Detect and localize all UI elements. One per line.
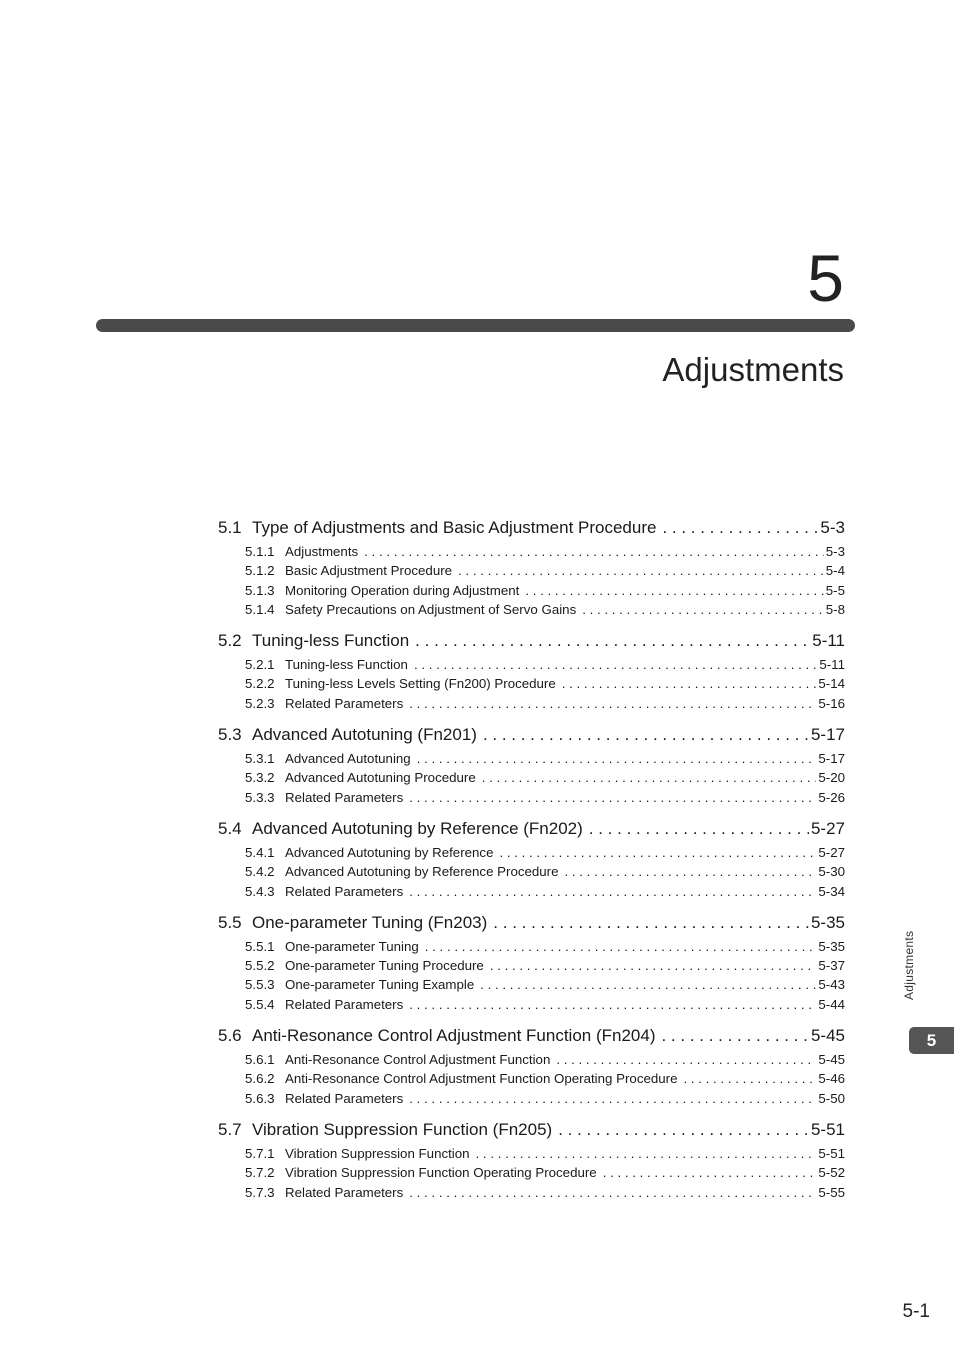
toc-subsection-entry[interactable] — [218, 655, 845, 674]
toc-section — [218, 721, 845, 807]
chapter-side-tab[interactable]: 5 — [909, 1027, 954, 1054]
toc-entry-number: 5.4.3 — [245, 883, 275, 899]
toc-entry-page: 5-16 — [818, 695, 845, 711]
toc-entry-title: Related Parameters — [285, 996, 404, 1012]
toc-entry-number: 5.7.2 — [245, 1165, 275, 1181]
toc-subsection-entry[interactable] — [218, 694, 845, 713]
toc-entry-title: Adjustments — [285, 544, 359, 559]
chapter-divider-bar — [96, 319, 855, 332]
toc-entry-page: 5-8 — [825, 601, 845, 617]
toc-entry-title: Tuning-less Levels Setting (Fn200) Procedure — [285, 676, 556, 692]
toc-entry-number: 5.5.2 — [245, 958, 275, 974]
toc-entry-number: 5.7.3 — [245, 1184, 275, 1200]
toc-entry-title: Tuning-less Function — [252, 631, 410, 651]
toc-entry-page: 5-37 — [818, 958, 845, 974]
toc-subsection-entry[interactable] — [218, 542, 845, 561]
toc-dot-leader — [409, 694, 816, 713]
toc-entry-number: 5.4 — [218, 818, 242, 838]
toc-dot-leader — [483, 721, 809, 749]
toc-entry-number: 5.3 — [218, 725, 242, 745]
toc-entry-title: Basic Adjustment Procedure — [285, 563, 453, 579]
toc-dot-leader — [499, 843, 816, 862]
table-of-contents — [218, 514, 845, 1210]
toc-dot-leader — [525, 581, 823, 600]
toc-entry-title: Vibration Suppression Function (Fn205) — [252, 1119, 553, 1139]
toc-entry-title: One-parameter Tuning (Fn203) — [252, 912, 488, 932]
toc-dot-leader — [415, 627, 810, 655]
toc-dot-leader — [476, 1144, 817, 1163]
toc-entry-page: 5-46 — [818, 1071, 845, 1087]
toc-entry-number: 5.5 — [218, 912, 242, 932]
toc-entry-number: 5.1.2 — [245, 563, 275, 579]
toc-entry-number: 5.1.1 — [245, 544, 275, 559]
toc-section-entry[interactable] — [218, 815, 845, 843]
toc-entry-number: 5.1.4 — [245, 601, 275, 617]
toc-entry-page: 5-11 — [812, 631, 845, 651]
toc-entry-number: 5.6 — [218, 1026, 242, 1046]
toc-subsection-entry[interactable] — [218, 581, 845, 600]
toc-subsection-entry[interactable] — [218, 788, 845, 807]
toc-entry-title: Vibration Suppression Function Operating Procedure — [285, 1165, 597, 1181]
toc-dot-leader — [558, 1116, 809, 1144]
toc-section — [218, 909, 845, 1014]
toc-entry-page: 5-50 — [818, 1090, 845, 1106]
toc-entry-title: One-parameter Tuning — [285, 938, 419, 954]
toc-entry-page: 5-51 — [818, 1145, 845, 1161]
toc-entry-number: 5.7.1 — [245, 1145, 275, 1161]
toc-entry-title: One-parameter Tuning Example — [285, 977, 475, 993]
toc-entry-page: 5-44 — [818, 996, 845, 1012]
toc-dot-leader — [458, 561, 824, 580]
toc-entry-page: 5-35 — [810, 912, 845, 932]
toc-entry-page: 5-17 — [818, 751, 845, 767]
toc-dot-leader — [556, 1050, 816, 1069]
toc-entry-title: Tuning-less Function — [285, 657, 408, 673]
toc-entry-title: Advanced Autotuning Procedure — [285, 770, 476, 786]
toc-entry-page: 5-27 — [810, 818, 845, 838]
toc-subsection-entry[interactable] — [218, 749, 845, 768]
toc-dot-leader — [582, 600, 824, 619]
toc-section-entry[interactable] — [218, 627, 845, 655]
toc-dot-leader — [409, 1089, 816, 1108]
toc-entry-page: 5-20 — [818, 770, 845, 786]
toc-entry-title: Vibration Suppression Function — [285, 1145, 470, 1161]
toc-entry-page: 5-30 — [818, 864, 845, 880]
toc-entry-title: Advanced Autotuning by Reference (Fn202) — [252, 818, 583, 838]
toc-entry-page: 5-52 — [818, 1165, 845, 1181]
toc-entry-title: Related Parameters — [285, 883, 404, 899]
toc-entry-page: 5-27 — [818, 844, 845, 860]
toc-section-entry[interactable] — [218, 909, 845, 937]
toc-dot-leader — [480, 975, 816, 994]
side-tab-label: Adjustments — [902, 930, 916, 1000]
toc-entry-number: 5.5.1 — [245, 938, 275, 954]
toc-subsection-entry[interactable] — [218, 1069, 845, 1088]
toc-section — [218, 627, 845, 713]
toc-subsection-entry[interactable] — [218, 937, 845, 956]
toc-entry-number: 5.5.4 — [245, 996, 275, 1012]
toc-entry-title: Related Parameters — [285, 789, 404, 805]
toc-entry-number: 5.7 — [218, 1119, 242, 1139]
toc-section-entry[interactable] — [218, 721, 845, 749]
toc-subsection-entry[interactable] — [218, 975, 845, 994]
toc-subsection-entry[interactable] — [218, 995, 845, 1014]
toc-section — [218, 1116, 845, 1202]
toc-section-entry[interactable] — [218, 1022, 845, 1050]
toc-entry-title: Anti-Resonance Control Adjustment Function Operating Procedure — [285, 1071, 678, 1087]
toc-dot-leader — [409, 882, 816, 901]
toc-dot-leader — [364, 542, 824, 561]
toc-entry-number: 5.4.1 — [245, 844, 275, 860]
toc-entry-number: 5.1 — [218, 518, 242, 537]
toc-entry-number: 5.2.1 — [245, 657, 275, 673]
toc-entry-page: 5-34 — [818, 883, 845, 899]
chapter-title: Adjustments — [662, 351, 844, 388]
toc-subsection-entry[interactable] — [218, 768, 845, 787]
toc-entry-number: 5.6.2 — [245, 1071, 275, 1087]
chapter-number: 5 — [807, 241, 844, 315]
toc-entry-title: Advanced Autotuning by Reference — [285, 844, 494, 860]
toc-subsection-entry[interactable] — [218, 956, 845, 975]
toc-entry-title: Related Parameters — [285, 695, 404, 711]
toc-entry-page: 5-43 — [818, 977, 845, 993]
toc-section-entry[interactable] — [218, 1116, 845, 1144]
toc-entry-page: 5-35 — [818, 938, 845, 954]
toc-entry-number: 5.2.3 — [245, 695, 275, 711]
toc-entry-title: Related Parameters — [285, 1184, 404, 1200]
toc-entry-page: 5-5 — [825, 582, 845, 598]
toc-entry-page: 5-4 — [825, 563, 845, 579]
toc-entry-title: One-parameter Tuning Procedure — [285, 958, 484, 974]
toc-entry-page: 5-51 — [810, 1119, 845, 1139]
toc-entry-title: Anti-Resonance Control Adjustment Function — [285, 1052, 551, 1068]
toc-section — [218, 514, 845, 619]
toc-dot-leader — [603, 1163, 817, 1182]
toc-subsection-entry[interactable] — [218, 674, 845, 693]
toc-dot-leader — [414, 655, 817, 674]
toc-entry-number: 5.4.2 — [245, 864, 275, 880]
toc-entry-title: Advanced Autotuning (Fn201) — [252, 725, 477, 745]
toc-entry-number: 5.2.2 — [245, 676, 275, 692]
toc-entry-title: Safety Precautions on Adjustment of Servo Gains — [285, 601, 577, 617]
toc-entry-number: 5.3.1 — [245, 751, 275, 767]
toc-entry-page: 5-45 — [810, 1026, 845, 1046]
page-number: 5-1 — [902, 1301, 930, 1322]
toc-dot-leader — [425, 937, 817, 956]
toc-dot-leader — [565, 862, 817, 881]
toc-entry-title: Type of Adjustments and Basic Adjustment Procedure — [252, 518, 657, 537]
toc-section — [218, 815, 845, 901]
toc-entry-page: 5-11 — [819, 657, 845, 673]
toc-entry-number: 5.3.2 — [245, 770, 275, 786]
toc-dot-leader — [493, 909, 809, 937]
toc-entry-number: 5.2 — [218, 631, 242, 651]
toc-entry-title: Related Parameters — [285, 1090, 404, 1106]
toc-dot-leader — [683, 1069, 816, 1088]
toc-dot-leader — [562, 674, 817, 693]
toc-entry-number: 5.6.3 — [245, 1090, 275, 1106]
toc-dot-leader — [662, 514, 818, 542]
toc-subsection-entry[interactable] — [218, 1144, 845, 1163]
toc-entry-page: 5-26 — [818, 789, 845, 805]
toc-entry-page: 5-45 — [818, 1052, 845, 1068]
toc-dot-leader — [661, 1022, 808, 1050]
toc-dot-leader — [490, 956, 817, 975]
toc-dot-leader — [417, 749, 817, 768]
toc-dot-leader — [409, 788, 816, 807]
toc-subsection-entry[interactable] — [218, 862, 845, 881]
toc-section-entry[interactable] — [218, 514, 845, 542]
toc-dot-leader — [482, 768, 817, 787]
toc-entry-number: 5.6.1 — [245, 1052, 275, 1068]
toc-entry-number: 5.5.3 — [245, 977, 275, 993]
toc-subsection-entry[interactable] — [218, 600, 845, 619]
toc-entry-page: 5-55 — [818, 1184, 845, 1200]
toc-subsection-entry[interactable] — [218, 561, 845, 580]
toc-subsection-entry[interactable] — [218, 1163, 845, 1182]
toc-entry-page: 5-3 — [820, 518, 845, 537]
toc-subsection-entry[interactable] — [218, 843, 845, 862]
toc-entry-title: Advanced Autotuning — [285, 751, 411, 767]
toc-entry-title: Advanced Autotuning by Reference Procedure — [285, 864, 559, 880]
toc-entry-page: 5-17 — [810, 725, 845, 745]
toc-entry-number: 5.3.3 — [245, 789, 275, 805]
toc-entry-title: Monitoring Operation during Adjustment — [285, 582, 520, 598]
toc-entry-number: 5.1.3 — [245, 582, 275, 598]
toc-entry-page: 5-14 — [818, 676, 845, 692]
toc-dot-leader — [409, 1183, 816, 1202]
toc-dot-leader — [409, 995, 816, 1014]
toc-dot-leader — [589, 815, 809, 843]
toc-subsection-entry[interactable] — [218, 1183, 845, 1202]
toc-subsection-entry[interactable] — [218, 1089, 845, 1108]
toc-subsection-entry[interactable] — [218, 882, 845, 901]
toc-section — [218, 1022, 845, 1108]
toc-entry-title: Anti-Resonance Control Adjustment Function (Fn204) — [252, 1026, 656, 1046]
toc-entry-page: 5-3 — [825, 544, 845, 559]
toc-subsection-entry[interactable] — [218, 1050, 845, 1069]
